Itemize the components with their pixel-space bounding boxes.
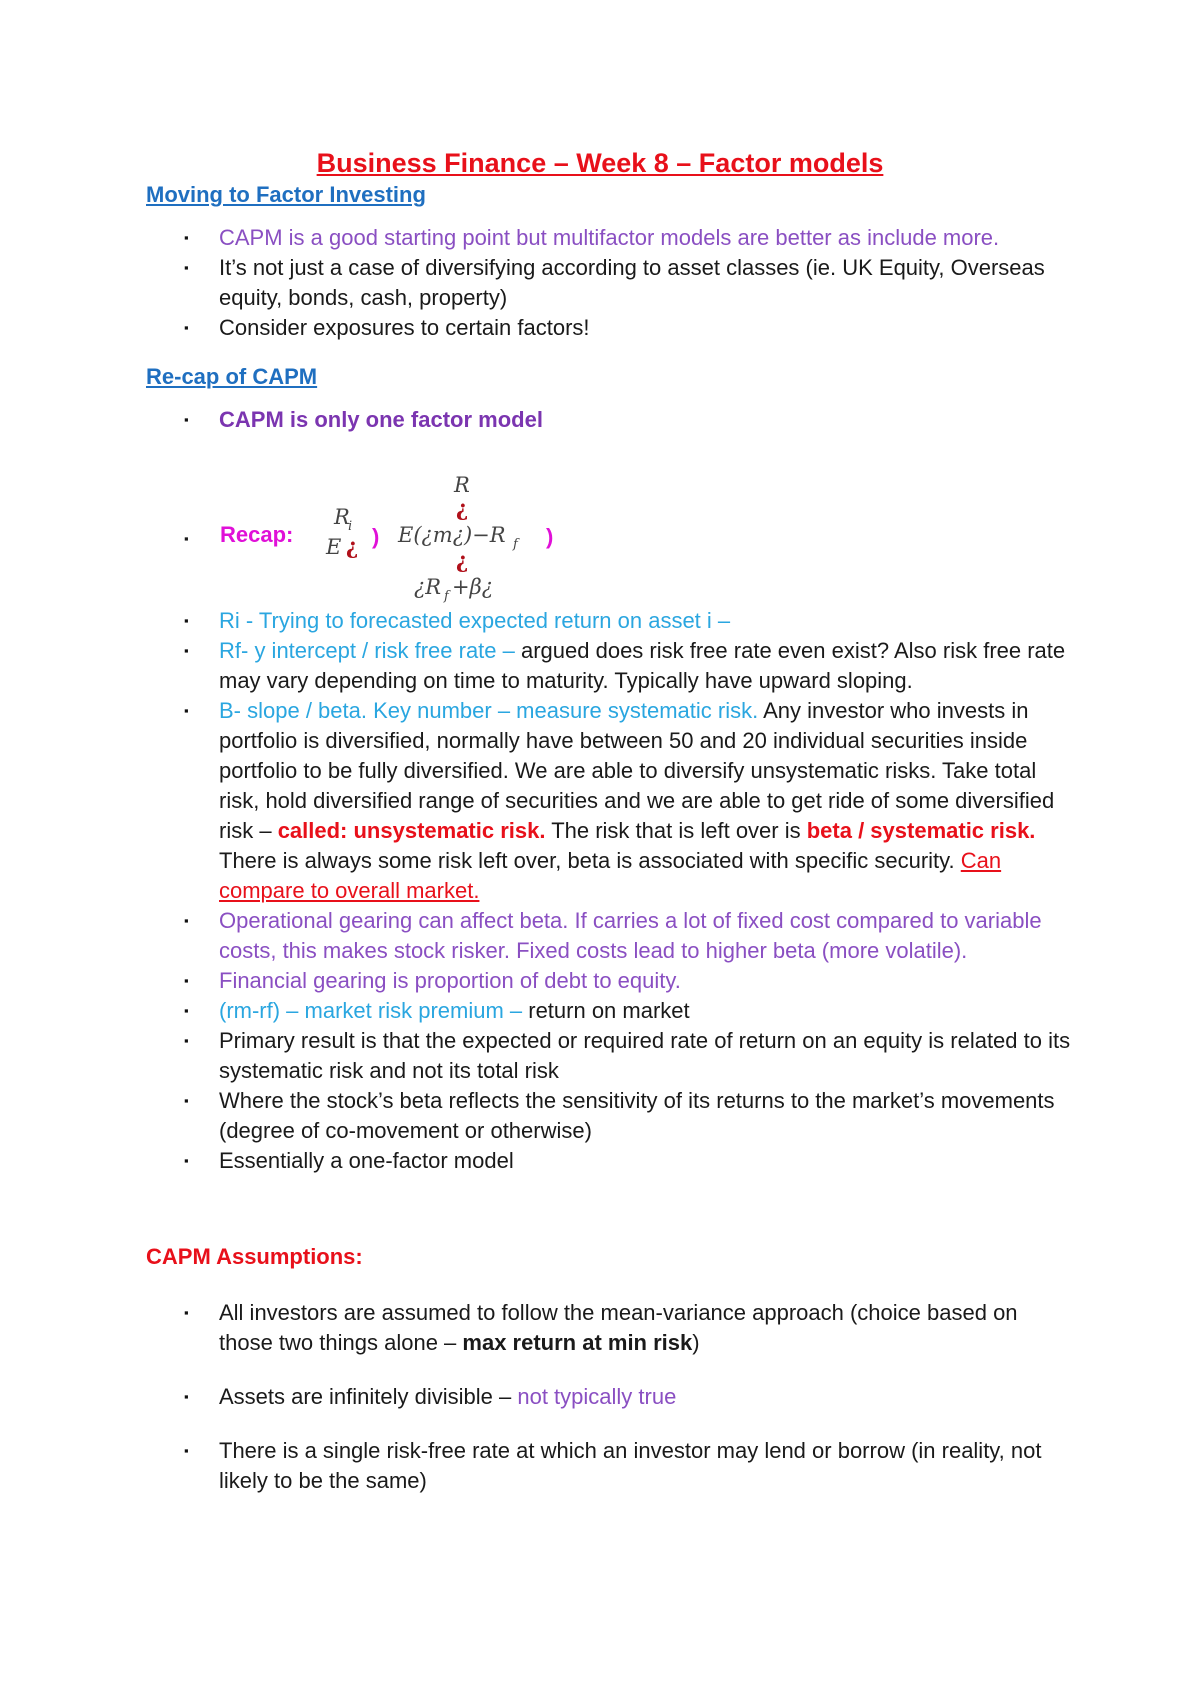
formula-mid-sub: f xyxy=(513,537,518,552)
list-item: ▪ It’s not just a case of diversifying according to asset classes (ie. UK Equity, Overseas equity, bonds, cash, property) xyxy=(184,255,1045,310)
bullet-icon: ▪ xyxy=(184,703,189,718)
bullet-icon: ▪ xyxy=(184,1003,189,1018)
formula-ri: R xyxy=(334,505,350,529)
formula-ri-sub: i xyxy=(348,519,353,534)
formula-paren-2: ) xyxy=(546,524,554,549)
list-item: ▪ B- slope / beta. Key number – measure systematic risk. Any investor who invests in portfolio is diversified, normally have between 50 and 20 individual securities inside portfolio to be fully diversified. We are able to diversify unsystematic risks. Take total risk, hold diversified range of securities and we are able to get ride of some diversified risk – called: unsystematic risk. The risk that is left over is beta / systematic risk. There is always some risk left over, beta is associated with specific security. Can compare to overall market. xyxy=(184,698,1055,903)
list-capm-main xyxy=(146,606,1076,1176)
bullet-icon: ▪ xyxy=(184,1305,189,1320)
bullet-icon: ▪ xyxy=(184,1153,189,1168)
bullet-icon: ▪ xyxy=(184,531,189,546)
bullet-icon: ▪ xyxy=(184,1389,189,1404)
list-item: ▪ Primary result is that the expected or required rate of return on an equity is related to its systematic risk and not its total risk xyxy=(184,1028,1071,1083)
heading-recap-of-capm: Re-cap of CAPM xyxy=(146,364,318,389)
formula-top-odd: ¿ xyxy=(456,496,469,521)
list-item: ▪ (rm-rf) – market risk premium – return on market xyxy=(146,996,1076,1026)
bullet-icon: ▪ xyxy=(184,913,189,928)
bullet-icon: ▪ xyxy=(184,973,189,988)
list-item: ▪ Assets are infinitely divisible – not typically true xyxy=(146,1382,1076,1412)
formula-bottom: ¿R xyxy=(414,575,442,599)
list-item: ▪ CAPM is only one factor model xyxy=(146,405,1076,435)
list-item: ▪ Where the stock’s beta reflects the sensitivity of its returns to the market’s movements (degree of co-movement or otherwise) xyxy=(184,1088,1055,1143)
formula-top-r: R xyxy=(454,473,470,497)
list-item: ▪ Rf- y intercept / risk free rate – argued does risk free rate even exist? Also risk free rate may vary depending on time to maturity. Typically have upward sloping. xyxy=(184,638,1066,693)
bullet-icon: ▪ xyxy=(184,643,189,658)
bullet-icon: ▪ xyxy=(184,320,189,335)
list-item: ▪ Financial gearing is proportion of debt to equity. xyxy=(146,966,1076,996)
list-item: ▪ There is a single risk-free rate at which an investor may lend or borrow (in reality, not likely to be the same) xyxy=(184,1438,1042,1493)
list-item: ▪ Consider exposures to certain factors! xyxy=(146,313,1076,343)
list-item: ▪ All investors are assumed to follow the mean-variance approach (choice based on those two things alone – max return at min risk) xyxy=(184,1300,1018,1355)
list-item: ▪ Essentially a one-factor model xyxy=(146,1146,1076,1176)
list-item: ▪ CAPM is a good starting point but multifactor models are better as include more. xyxy=(146,223,1076,253)
bullet-icon: ▪ xyxy=(184,1443,189,1458)
list-item: ▪ Operational gearing can affect beta. If carries a lot of fixed cost compared to variable costs, this makes stock risker. Fixed costs lead to higher beta (more volatile). xyxy=(184,908,1042,963)
list-assumptions xyxy=(146,1298,1076,1496)
recap-label: Recap: xyxy=(220,522,294,547)
bullet-icon: ▪ xyxy=(184,260,189,275)
list-item: ▪ Ri - Trying to forecasted expected return on asset i – xyxy=(146,606,1076,636)
bullet-icon: ▪ xyxy=(184,1033,189,1048)
list-capm-top xyxy=(146,405,1076,435)
formula-paren-1: ) xyxy=(372,524,380,549)
formula-ei: E xyxy=(326,535,342,559)
formula-low-odd: ¿ xyxy=(456,548,469,573)
bullet-icon: ▪ xyxy=(184,412,189,427)
formula-bottom-sub: f xyxy=(444,589,449,604)
formula-bottom-tail: +β¿ xyxy=(452,575,493,599)
list-moving xyxy=(146,223,1076,343)
capm-formula xyxy=(220,472,730,604)
bullet-icon: ▪ xyxy=(184,230,189,245)
bullet-icon: ▪ xyxy=(184,1093,189,1108)
formula-odd: ¿ xyxy=(346,534,359,559)
page-title: Business Finance – Week 8 – Factor models xyxy=(316,148,884,178)
heading-capm-assumptions: CAPM Assumptions: xyxy=(146,1244,363,1269)
heading-moving-to-factor-investing: Moving to Factor Investing xyxy=(146,182,426,207)
formula-mid: E(¿m¿)−R xyxy=(398,523,506,547)
bullet-icon: ▪ xyxy=(184,613,189,628)
